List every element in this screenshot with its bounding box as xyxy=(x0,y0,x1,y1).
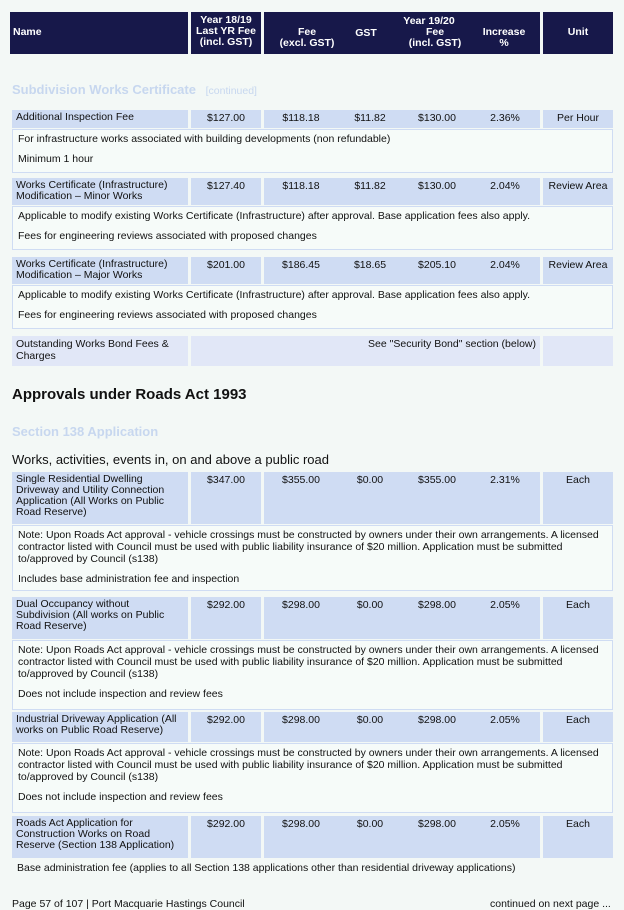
fee-note-line: Fees for engineering reviews associated with proposed changes xyxy=(18,309,317,321)
fee-increase: 2.05% xyxy=(490,599,520,611)
fee-last-year: $292.00 xyxy=(191,712,261,742)
fee-gst: $0.00 xyxy=(356,599,384,611)
fee-incl-gst: $298.00 xyxy=(418,714,456,726)
fee-notes xyxy=(12,206,613,250)
fee-excl-gst: $298.00 xyxy=(282,714,320,726)
fee-incl-gst: $130.00 xyxy=(418,112,456,124)
section-continued-label: [continued] xyxy=(205,85,257,97)
fee-note-line: Fees for engineering reviews associated with proposed changes xyxy=(18,230,317,242)
fee-unit: Review Area xyxy=(543,257,613,284)
fee-unit: Each xyxy=(543,597,613,639)
bond-row-unit xyxy=(543,336,613,366)
fee-excl-gst: $118.18 xyxy=(282,112,320,124)
fee-name: Additional Inspection Fee xyxy=(12,110,188,128)
header-year: Year 19/20 xyxy=(403,15,455,27)
fee-notes xyxy=(12,285,613,329)
fee-gst: $0.00 xyxy=(356,474,384,486)
fee-incl-gst: $298.00 xyxy=(418,599,456,611)
fee-unit: Each xyxy=(543,472,613,524)
bond-row-text: See "Security Bond" section (below) xyxy=(191,336,540,366)
fee-year-group xyxy=(264,257,540,284)
fee-year-group xyxy=(264,110,540,128)
fee-year-group xyxy=(264,597,540,639)
fee-increase: 2.04% xyxy=(490,180,520,192)
fee-increase: 2.04% xyxy=(490,259,520,271)
footer-page-info: Page 57 of 107 | Port Macquarie Hastings Council xyxy=(12,898,245,910)
header-prev-fee: Last YR Fee xyxy=(196,25,256,37)
header-fee-excl: Fee (excl. GST) xyxy=(279,26,335,49)
fee-notes xyxy=(12,640,613,710)
fee-notes xyxy=(12,129,613,173)
fee-note-line: Note: Upon Roads Act approval - vehicle crossings must be constructed by owners under their own arrangements. A licensed contractor listed with Council must be used with public liability insurance of $20 million. Application must be submitted to/approved by Council (s138) xyxy=(18,747,599,783)
fee-incl-gst: $298.00 xyxy=(418,818,456,830)
fee-incl-gst: $205.10 xyxy=(418,259,456,271)
fee-note-line: For infrastructure works associated with building developments (non refundable) xyxy=(18,133,391,145)
fee-notes xyxy=(12,525,613,591)
fee-name: Works Certificate (Infrastructure) Modification – Major Works xyxy=(12,257,188,284)
header-prev-incl: (incl. GST) xyxy=(199,36,253,48)
fee-excl-gst: $186.45 xyxy=(282,259,320,271)
fee-name: Dual Occupancy without Subdivision (All works on Public Road Reserve) xyxy=(12,597,188,639)
fee-unit: Each xyxy=(543,712,613,742)
section-title-138: Section 138 Application xyxy=(12,424,159,439)
header-prev-year: Year 18/19 xyxy=(200,14,252,26)
header-year-cell xyxy=(264,12,540,54)
section-title-subdivision: Subdivision Works Certificate [continued] xyxy=(12,82,257,97)
fee-gst: $11.82 xyxy=(354,180,386,192)
fee-note-line: Does not include inspection and review fees xyxy=(18,688,223,700)
fee-increase: 2.36% xyxy=(490,112,520,124)
fee-last-year: $292.00 xyxy=(191,597,261,639)
fee-gst: $11.82 xyxy=(354,112,386,124)
fee-last-year: $347.00 xyxy=(191,472,261,524)
fee-note-line: Base administration fee (applies to all Section 138 applications other than residential driveway applications) xyxy=(17,862,516,874)
fee-year-group xyxy=(264,178,540,205)
fee-increase: 2.31% xyxy=(490,474,520,486)
header-unit: Unit xyxy=(567,26,589,38)
fee-notes xyxy=(12,743,613,813)
bond-row-name: Outstanding Works Bond Fees & Charges xyxy=(12,336,188,366)
fee-name: Roads Act Application for Construction Works on Road Reserve (Section 138 Application) xyxy=(12,816,188,858)
fee-unit: Per Hour xyxy=(543,110,613,128)
fee-last-year: $127.00 xyxy=(191,110,261,128)
fee-name: Works Certificate (Infrastructure) Modification – Minor Works xyxy=(12,178,188,205)
fee-gst: $0.00 xyxy=(356,818,384,830)
fee-gst: $18.65 xyxy=(353,259,387,271)
fee-note-line: Note: Upon Roads Act approval - vehicle crossings must be constructed by owners under their own arrangements. A licensed contractor listed with Council must be used with public liability insurance of $20 million. Application must be submitted to/approved by Council (s138) xyxy=(18,529,599,565)
footer-continued: continued on next page ... xyxy=(490,898,611,910)
header-fee-incl: Fee (incl. GST) xyxy=(408,26,462,49)
header-prev-cell xyxy=(191,12,261,54)
header-name: Name xyxy=(13,26,42,38)
fee-note-line: Applicable to modify existing Works Certificate (Infrastructure) after approval. Base application fees also apply. xyxy=(18,289,531,301)
fee-last-year: $127.40 xyxy=(191,178,261,205)
works-subheading: Works, activities, events in, on and above a public road xyxy=(12,452,329,467)
approvals-heading: Approvals under Roads Act 1993 xyxy=(12,386,247,403)
header-unit-cell xyxy=(543,12,613,54)
fee-excl-gst: $298.00 xyxy=(282,599,320,611)
fee-name: Single Residential Dwelling Driveway and Utility Connection Application (All Works on Public Road Reserve) xyxy=(12,472,188,524)
fee-excl-gst: $118.18 xyxy=(282,180,320,192)
fee-last-year: $292.00 xyxy=(191,816,261,858)
fee-excl-gst: $355.00 xyxy=(282,474,320,486)
fee-name: Industrial Driveway Application (All works on Public Road Reserve) xyxy=(12,712,188,742)
fee-unit: Review Area xyxy=(543,178,613,205)
fee-note-line: Applicable to modify existing Works Certificate (Infrastructure) after approval. Base application fees also apply. xyxy=(18,210,531,222)
header-name-cell xyxy=(10,12,188,54)
fee-last-year: $201.00 xyxy=(191,257,261,284)
fee-year-group xyxy=(264,712,540,742)
fee-year-group xyxy=(264,472,540,524)
fee-note-line: Minimum 1 hour xyxy=(18,153,94,165)
header-increase: Increase % xyxy=(482,26,526,49)
fee-gst: $0.00 xyxy=(356,714,384,726)
fee-unit: Each xyxy=(543,816,613,858)
fee-excl-gst: $298.00 xyxy=(282,818,320,830)
header-gst: GST xyxy=(355,27,377,39)
fee-note-line: Includes base administration fee and inspection xyxy=(18,573,240,585)
fee-incl-gst: $130.00 xyxy=(418,180,456,192)
fee-note-line: Does not include inspection and review fees xyxy=(18,791,223,803)
fee-increase: 2.05% xyxy=(490,714,520,726)
fee-increase: 2.05% xyxy=(490,818,520,830)
fee-incl-gst: $355.00 xyxy=(418,474,456,486)
fee-note-line: Note: Upon Roads Act approval - vehicle crossings must be constructed by owners under their own arrangements. A licensed contractor listed with Council must be used with public liability insurance of $20 million. Application must be submitted to/approved by Council (s138) xyxy=(18,644,599,680)
fee-year-group xyxy=(264,816,540,858)
fee-notes xyxy=(12,859,613,877)
